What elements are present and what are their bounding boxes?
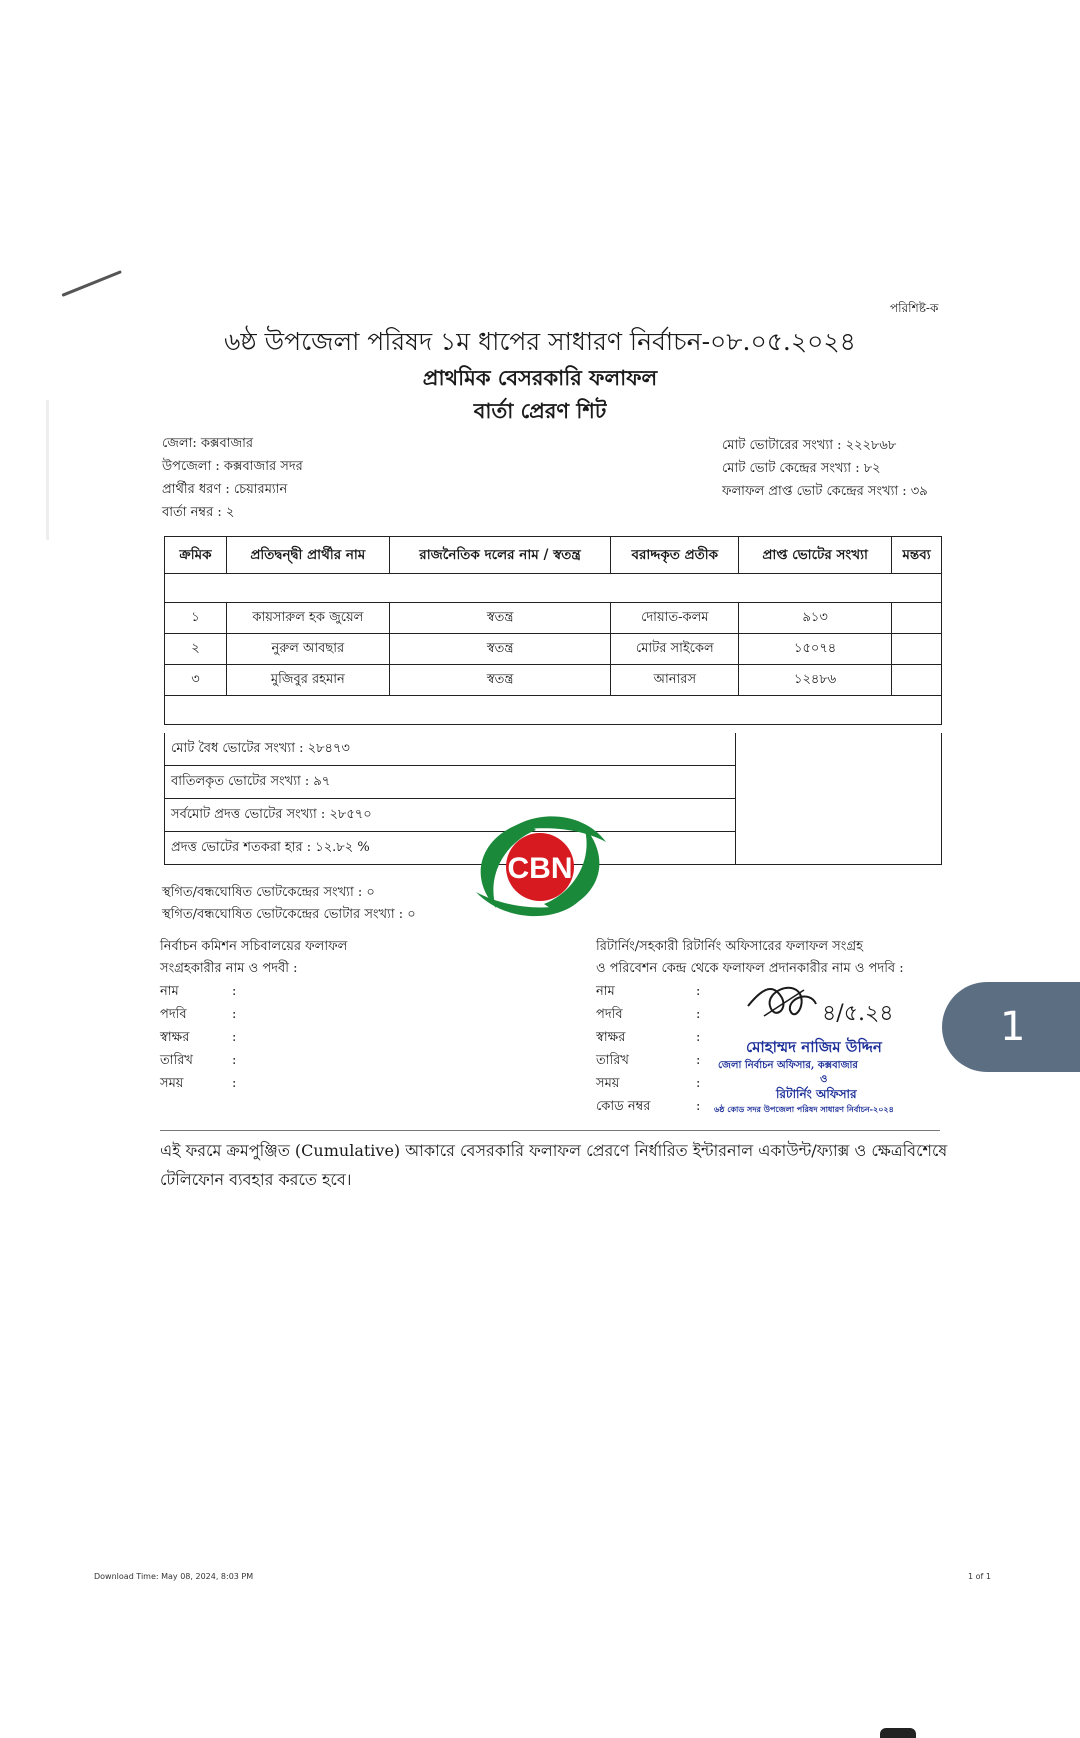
provider-line-2: ও পরিবেশন কেন্দ্র থেকে ফলাফল প্রদানকারীর নাম ও পদবি : — [596, 961, 904, 976]
field-row: নাম : — [160, 980, 347, 1003]
stamp-conjunction: ও — [820, 1074, 828, 1085]
field-label: নাম — [160, 984, 179, 999]
candidate-type: প্রার্থীর ধরণ : চেয়ারম্যান — [162, 482, 288, 497]
cell-votes: ১৫০৭৪ — [739, 634, 892, 665]
cell-votes: ৯১৩ — [739, 603, 892, 634]
field-row: পদবি : — [596, 1003, 904, 1026]
meta-left — [162, 432, 303, 524]
officer-office: জেলা নির্বাচন অফিসার, কক্সবাজার — [718, 1060, 858, 1071]
document-subtitle: প্রাথমিক বেসরকারি ফলাফল — [422, 365, 658, 390]
upazila: উপজেলা : কক্সবাজার সদর — [162, 459, 303, 474]
cell-remarks — [892, 634, 942, 665]
table-blank-row — [165, 696, 942, 725]
result-centres: ফলাফল প্রাপ্ত ভোট কেন্দ্রের সংখ্যা : ৩৯ — [722, 484, 928, 499]
cell-serial: ২ — [165, 634, 227, 665]
cell-party: স্বতন্ত্র — [389, 665, 611, 696]
field-row: স্বাক্ষর : — [596, 1026, 904, 1049]
header-remarks: মন্তব্য — [892, 537, 942, 574]
collector-block — [160, 936, 347, 1095]
header-symbol: বরাদ্দকৃত প্রতীক — [611, 537, 739, 574]
field-label: পদবি — [596, 1007, 623, 1022]
annex-label: পরিশিষ্ট-ক — [890, 301, 939, 315]
collector-line-1: নির্বাচন কমিশন সচিবালয়ের ফলাফল — [160, 939, 348, 954]
collector-line-2: সংগ্রহকারীর নাম ও পদবী : — [160, 961, 298, 976]
cell-symbol: দোয়াত-কলম — [611, 603, 739, 634]
cell-votes: ১২৪৮৬ — [739, 665, 892, 696]
meta-right — [722, 434, 928, 503]
field-label: পদবি — [160, 1007, 187, 1022]
document-title: ৬ষ্ঠ উপজেলা পরিষদ ১ম ধাপের সাধারণ নির্বাচন-০৮.০৫.২০২৪ — [224, 327, 856, 356]
pen-mark — [61, 270, 121, 297]
cell-candidate: মুজিবুর রহমান — [226, 665, 389, 696]
cell-remarks — [892, 665, 942, 696]
message-number: বার্তা নম্বর : ২ — [162, 505, 235, 520]
provider-line-1: রিটার্নিং/সহকারী রিটার্নিং অফিসারের ফলাফল সংগ্রহ — [596, 939, 863, 954]
divider — [160, 1130, 940, 1131]
table-header-row — [165, 537, 942, 574]
district: জেলা: কক্সবাজার — [162, 436, 254, 451]
field-row: তারিখ : — [160, 1049, 347, 1072]
collector-fields — [160, 980, 347, 1095]
officer-stamp — [714, 976, 946, 1120]
field-label: তারিখ — [160, 1053, 193, 1068]
download-time: Download Time: May 08, 2024, 8:03 PM — [94, 1572, 254, 1581]
document-subtitle-2: বার্তা প্রেরণ শিট — [473, 398, 607, 423]
header-candidate: প্রতিদ্বন্দ্বী প্রার্থীর নাম — [226, 537, 389, 574]
field-label: সময় — [160, 1076, 184, 1091]
header-votes: প্রাপ্ত ভোটের সংখ্যা — [739, 537, 892, 574]
table-row — [165, 603, 942, 634]
header-serial: ক্রমিক — [165, 537, 227, 574]
total-valid-votes: মোট বৈধ ভোটের সংখ্যা : ২৮৪৭৩ — [165, 733, 736, 766]
field-label: সময় — [596, 1076, 620, 1091]
field-label: নাম — [596, 984, 615, 999]
table-blank-row — [165, 574, 942, 603]
field-label: তারিখ — [596, 1053, 629, 1068]
suspended-centres: স্থগিত/বন্ধঘোষিত ভোটকেন্দ্রের সংখ্যা : ০ — [162, 885, 375, 900]
field-row: সময় : — [596, 1072, 904, 1095]
field-label: স্বাক্ষর — [596, 1030, 626, 1045]
cell-remarks — [892, 603, 942, 634]
field-row: সময় : — [160, 1072, 347, 1095]
header-party: রাজনৈতিক দলের নাম / স্বতন্ত্র — [389, 537, 611, 574]
cell-candidate: কায়সারুল হক জুয়েল — [226, 603, 389, 634]
field-label: স্বাক্ষর — [160, 1030, 190, 1045]
cbn-logo-text: CBN — [507, 852, 573, 885]
table-row — [165, 665, 942, 696]
field-label: কোড নম্বর — [596, 1099, 651, 1114]
cell-party: স্বতন্ত্র — [389, 634, 611, 665]
cell-candidate: নুরুল আবছার — [226, 634, 389, 665]
cancelled-votes: বাতিলকৃত ভোটের সংখ্যা : ৯৭ — [165, 766, 736, 799]
field-row: কোড নম্বর : — [596, 1095, 904, 1118]
cell-serial: ১ — [165, 603, 227, 634]
total-voters: মোট ভোটারের সংখ্যা : ২২২৮৬৮ — [722, 438, 897, 453]
cbn-logo — [466, 812, 614, 922]
stamp-election: ৬ষ্ঠ কোড সদর উপজেলা পরিষদ সাধারণ নির্বাচন-২০২৪ — [714, 1104, 894, 1114]
total-cast-votes: সর্বমোট প্রদত্ত ভোটের সংখ্যা : ২৮৫৭০ — [165, 799, 736, 832]
instruction-note: এই ফরমে ক্রমপুঞ্জিত (Cumulative) আকারে বেসরকারি ফলাফল প্রেরণে নির্ধারিত ইন্টারনাল একাউন্ট/ফ্যাক্স ও ক্ষেত্রবিশেষে টেলিফোন ব্যবহার করতে হবে। — [160, 1141, 948, 1189]
results-table — [164, 536, 942, 725]
field-row: পদবি : — [160, 1003, 347, 1026]
page-count: 1 of 1 — [968, 1572, 991, 1581]
signature-date: ৪/৫.২৪ — [822, 1001, 894, 1026]
suspended-info — [162, 882, 416, 926]
cell-symbol: আনারস — [611, 665, 739, 696]
officer-name: মোহাম্মদ নাজিম উদ্দিন — [746, 1038, 882, 1056]
field-row: নাম : — [596, 980, 904, 1003]
table-row — [165, 634, 942, 665]
turnout-percentage: প্রদত্ত ভোটের শতকরা হার : ১২.৮২ % — [165, 832, 736, 865]
page-number-badge[interactable]: 1 — [942, 982, 1080, 1072]
cell-party: স্বতন্ত্র — [389, 603, 611, 634]
field-row: স্বাক্ষর : — [160, 1026, 347, 1049]
cell-symbol: মোটর সাইকেল — [611, 634, 739, 665]
total-centres: মোট ভোট কেন্দ্রের সংখ্যা : ৮২ — [722, 461, 881, 476]
officer-role: রিটার্নিং অফিসার — [776, 1087, 857, 1101]
bottom-edge-handle — [880, 1728, 916, 1738]
cell-serial: ৩ — [165, 665, 227, 696]
field-row: তারিখ : — [596, 1049, 904, 1072]
suspended-voters: স্থগিত/বন্ধঘোষিত ভোটকেন্দ্রের ভোটার সংখ্যা : ০ — [162, 907, 416, 922]
